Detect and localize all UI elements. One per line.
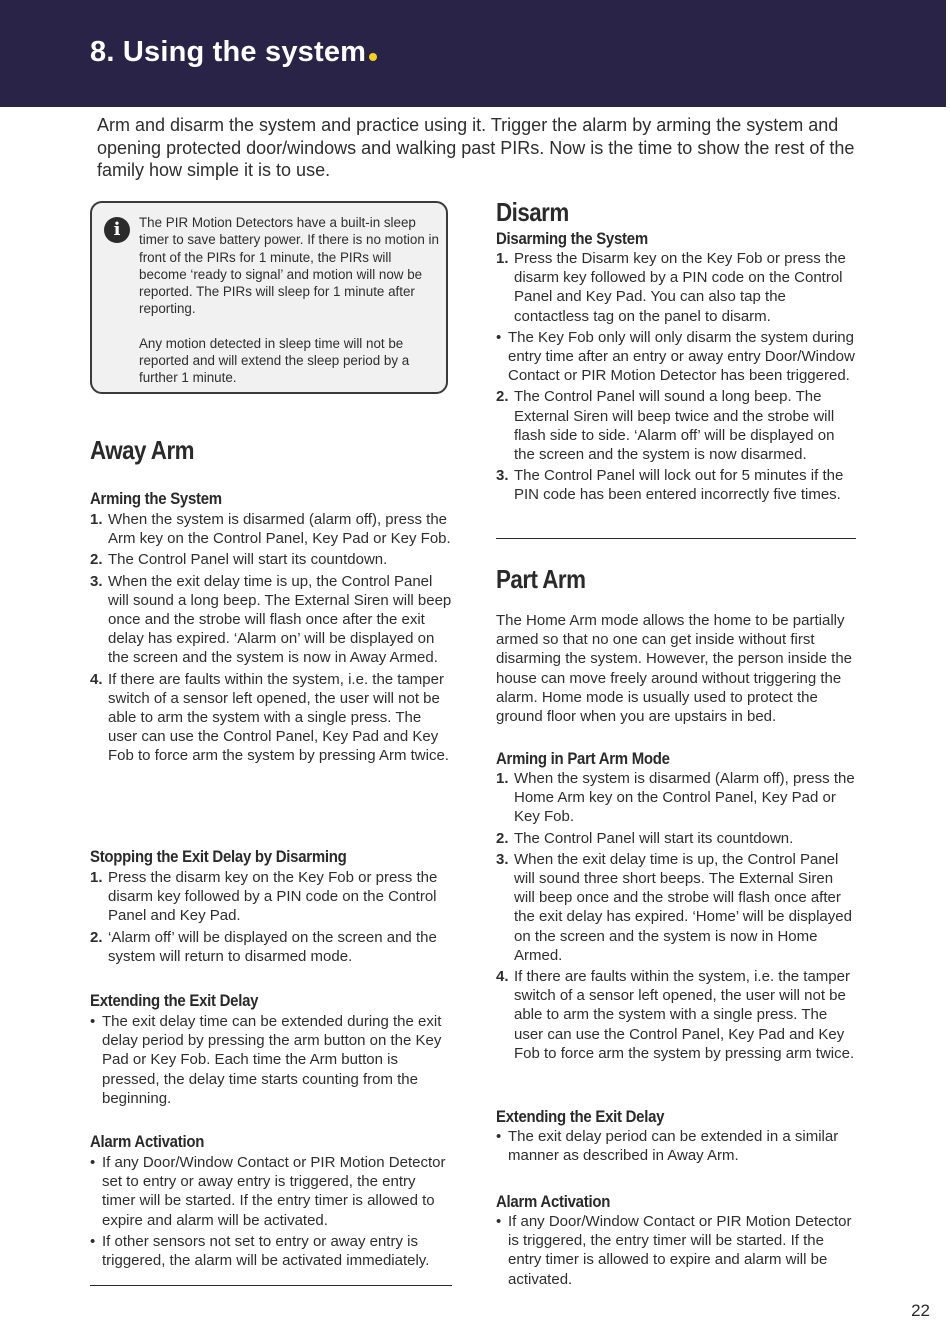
extending-list [90,1012,454,1110]
stopping-steps-list [90,868,452,968]
list-item: • If any Door/Window Contact or PIR Motion Detector is triggered, the entry timer will be started. If the entry timer is allowed to expire and alarm will be activated. [496,1213,852,1288]
stopping-exit-delay-subheading: Stopping the Exit Delay by Disarming [90,847,347,866]
list-item: 3. The Control Panel will lock out for 5 minutes if the PIN code has been entered incorrectly five times. [496,467,844,504]
page-header [0,0,946,107]
list-item: • The exit delay period can be extended in a similar manner as described in Away Arm. [496,1128,839,1165]
extending-exit-delay-subheading: Extending the Exit Delay [90,991,259,1010]
section-divider [90,1285,452,1286]
list-item: 2. The Control Panel will sound a long beep. The External Siren will beep twice and the strobe will flash side to side. ‘Alarm off’ will be displayed on the screen and the system is now disarmed. [496,388,835,464]
part-arm-intro: The Home Arm mode allows the home to be partially armed so that no one can get inside without first disarming the system. However, the person inside the house can move freely around without triggering the alarm. Home mode is usually used to protect the ground floor when you are upstairs in bed. [496,612,853,726]
alarm-activation-subheading: Alarm Activation [90,1132,205,1151]
page-number: 22 [911,1301,930,1320]
info-icon: i [104,217,130,243]
alarm-activation-list [90,1153,452,1272]
arming-system-subheading: Arming the System [90,489,222,508]
list-item: 2. The Control Panel will start its countdown. [90,551,388,569]
part-arm-heading: Part Arm [496,564,586,594]
list-item: 3. When the exit delay time is up, the Control Panel will sound three short beeps. The External Siren will beep once and the strobe will flash once after the exit delay has expired. ‘Home’ will be displayed on the screen and the system is now in Home Armed. [496,850,852,964]
disarming-system-subheading: Disarming the System [496,229,648,248]
accent-dot [369,53,377,61]
arming-part-arm-subheading: Arming in Part Arm Mode [496,749,670,768]
list-item: 1. When the system is disarmed (Alarm off), press the Home Arm key on the Control Panel, Key Pad or Key Fob. [496,770,855,826]
part-arm-steps-list [496,769,858,1065]
list-item: 1. When the system is disarmed (alarm off), press the Arm key on the Control Panel, Key Pad or Key Fob. [90,511,451,548]
away-arm-heading: Away Arm [90,435,194,465]
list-item: 1. Press the Disarm key on the Key Fob or press the disarm key followed by a PIN code on the Control Panel and Key Pad. You can also tap the contactless tag on the panel to disarm. [496,250,846,325]
list-item: 2. ‘Alarm off’ will be displayed on the screen and the system will return to disarmed mode. [90,928,437,965]
list-item: • If any Door/Window Contact or PIR Motion Detector set to entry or away entry is triggered, the entry timer will be started. If the entry timer is allowed to expire and alarm will be activated. [90,1154,446,1229]
list-item: • The exit delay time can be extended during the exit delay period by pressing the arm button on the Key Pad or Key Fob. Each time the Arm button is pressed, the delay time starts counting from the beginning. [90,1013,442,1107]
section-divider [496,538,856,539]
arming-steps-list [90,510,454,768]
list-item: 4. If there are faults within the system, i.e. the tamper switch of a sensor left opened, the user will not be able to arm the system with a single press. The user can use the Control Panel, Key Pad and Key Fob to force arm the system by pressing Arm twice. [90,670,449,765]
disarm-steps-list [496,249,858,507]
list-item: • The Key Fob only will only disarm the system during entry time after an entry or away entry Door/Window Contact or PIR Motion Detector has been triggered. [496,328,855,385]
part-arm-alarm-list [496,1212,858,1291]
info-callout [90,201,448,394]
list-item: 2. The Control Panel will start its countdown. [496,829,794,847]
list-item: • If other sensors not set to entry or away entry is triggered, the alarm will be activated immediately. [90,1232,430,1270]
list-item: 1. Press the disarm key on the Key Fob or press the disarm key followed by a PIN code on the Control Panel and Key Pad. [90,869,438,925]
list-item: 3. When the exit delay time is up, the Control Panel will sound a long beep. The External Siren will beep once and the strobe will flash once after the exit delay has expired. ‘Alarm on’ will be displayed on the screen and the system is now in Away Armed. [90,572,452,667]
list-item: 4. If there are faults within the system, i.e. the tamper switch of a sensor left opened, the user will not be able to arm the system with a single press. The user can use the Control Panel, Key Pad and Key Fob to force arm the system by pressing arm twice. [496,968,855,1062]
part-arm-extending-list [496,1127,858,1167]
info-paragraph: Any motion detected in sleep time will not be reported and will extend the sleep period by a further 1 minute. [139,335,410,386]
intro-paragraph: Arm and disarm the system and practice using it. Trigger the alarm by arming the system and opening protected door/windows and walking past PIRs. Now is the time to show the rest of the family how simple it is to use. [97,115,855,180]
part-arm-alarm-subheading: Alarm Activation [496,1192,611,1211]
info-callout-text [139,214,439,404]
page-title: 8. Using the system [90,36,377,69]
disarm-heading: Disarm [496,197,569,227]
part-arm-extending-subheading: Extending the Exit Delay [496,1107,665,1126]
info-paragraph: The PIR Motion Detectors have a built-in sleep timer to save battery power. If there is no motion in front of the PIRs for 1 minute, the PIRs will become ‘ready to signal’ and motion will now be reported. The PIRs will sleep for 1 minute after reporting. [139,215,439,317]
